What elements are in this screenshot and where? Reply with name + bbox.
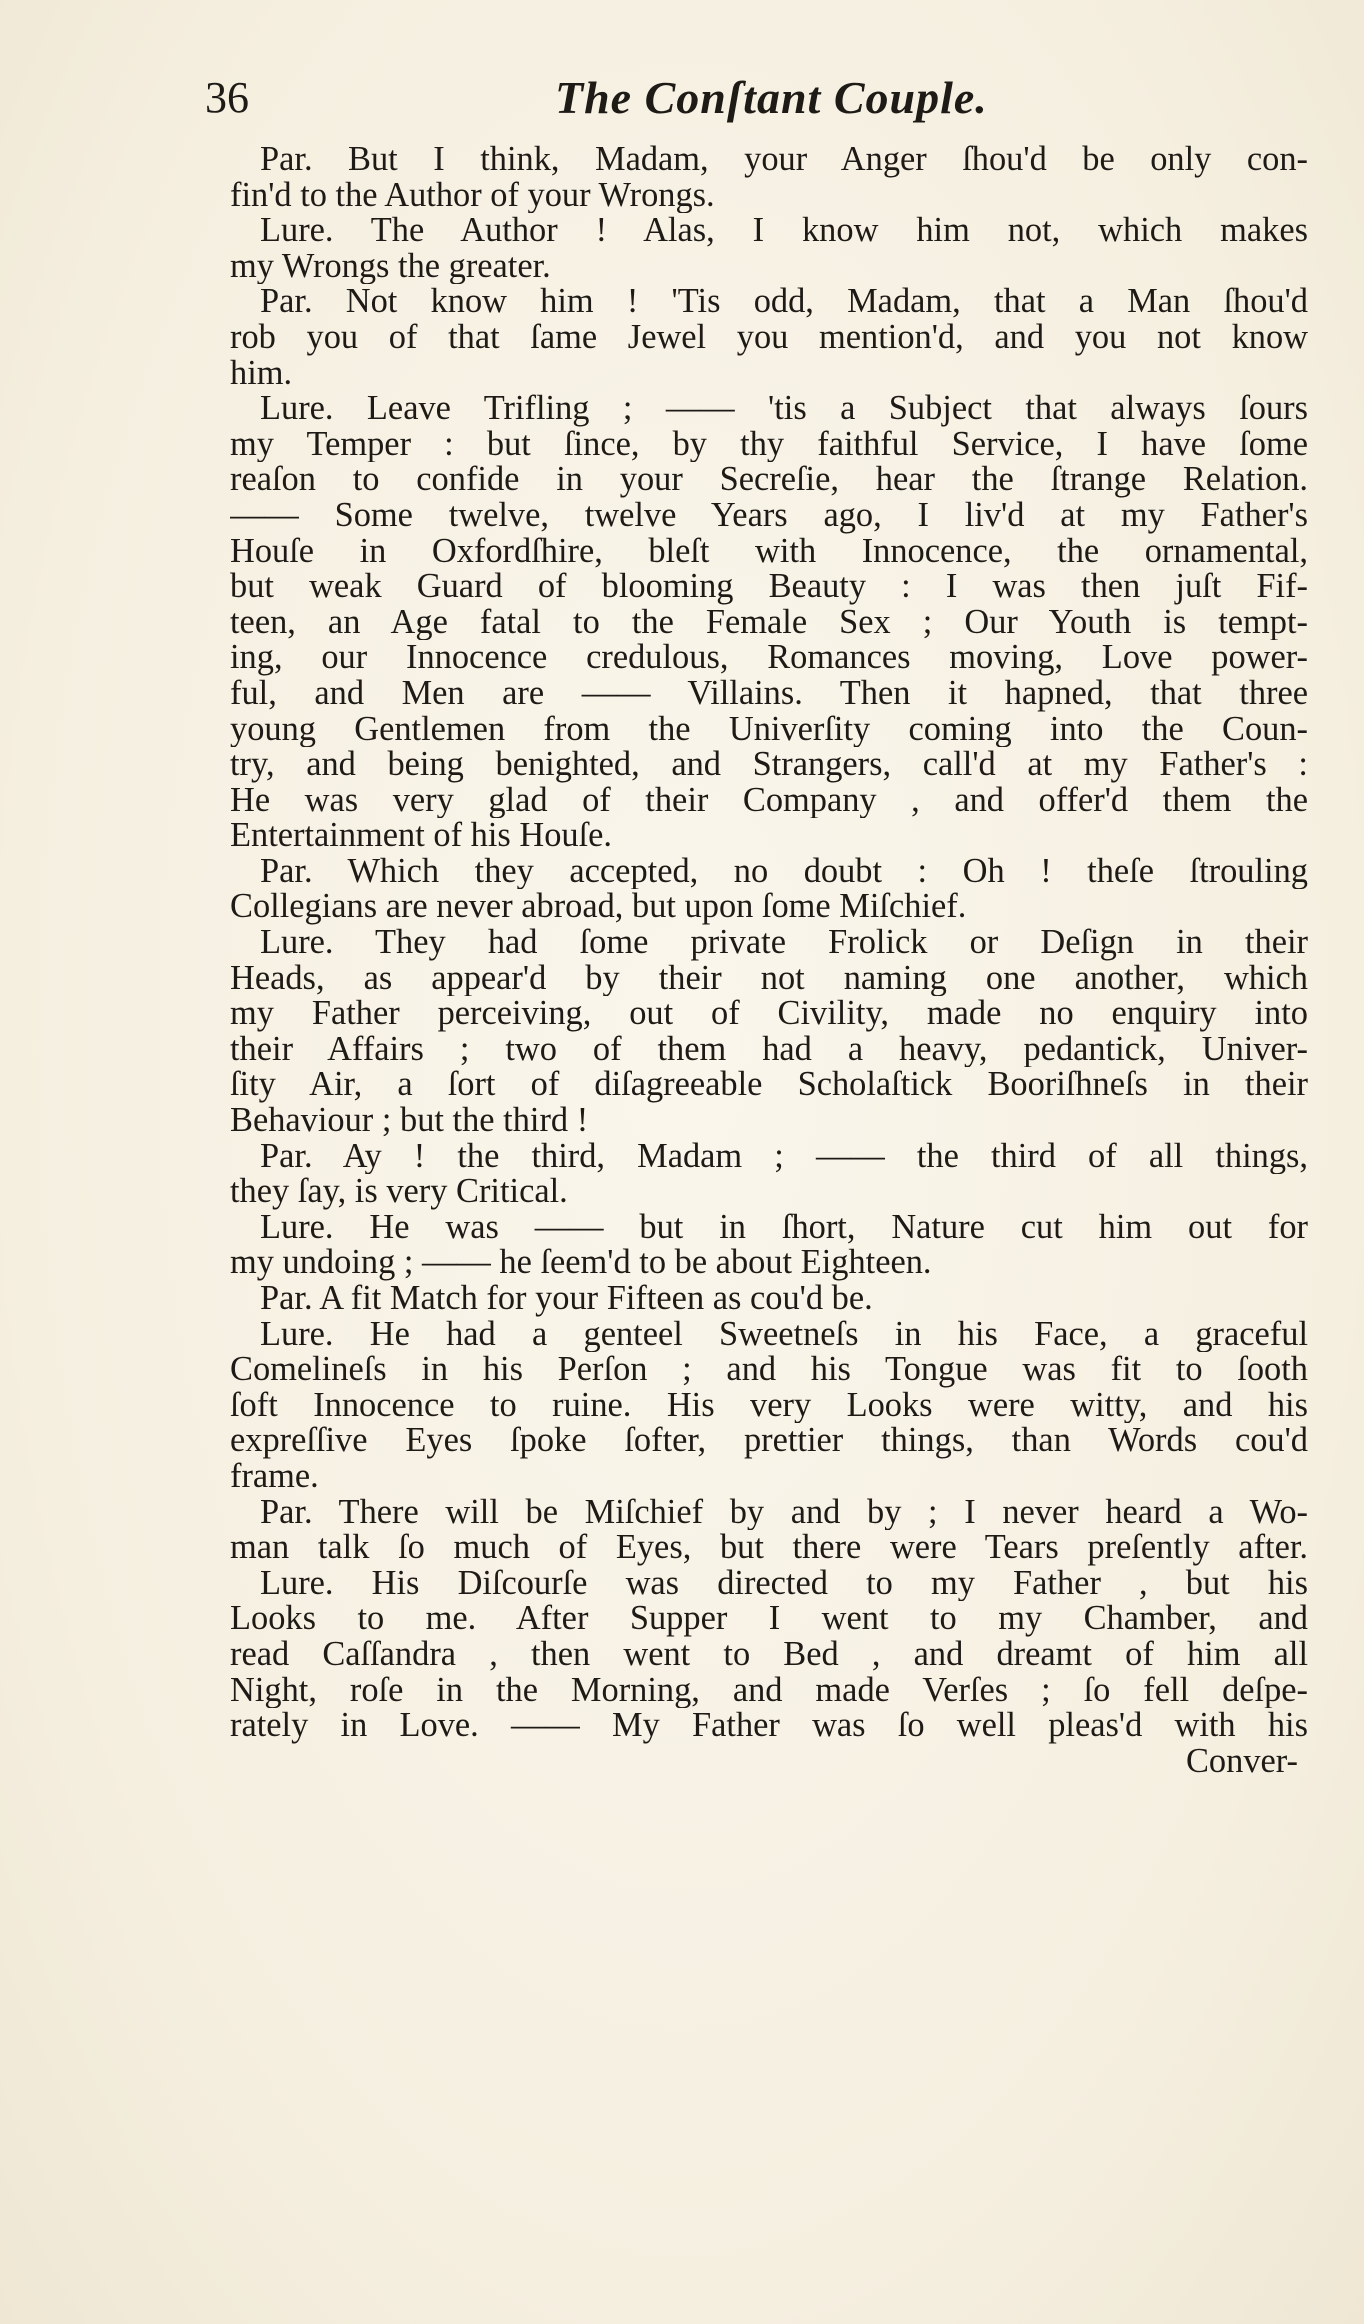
text-line: Par. There will be Miſchief by and by ; I never heard a Wo-: [260, 1494, 1308, 1531]
text-line: they ſay, is very Critical.: [230, 1174, 568, 1210]
text-line: ſoft Innocence to ruine. His very Looks were witty, and his: [230, 1387, 1308, 1424]
text-line: fin'd to the Author of your Wrongs.: [230, 177, 715, 214]
text-line: young Gentlemen from the Univerſity coming into the Coun-: [230, 711, 1308, 748]
text-line: Lure. His Diſcourſe was directed to my Father , but his: [260, 1565, 1308, 1602]
text-line: ful, and Men are —— Villains. Then it hapned, that three: [230, 675, 1308, 712]
page-header: [205, 68, 1245, 138]
text-line: but weak Guard of blooming Beauty : I was then juſt Fif-: [230, 569, 1308, 605]
text-line: Par. Ay ! the third, Madam ; —— the third of all things,: [260, 1138, 1308, 1175]
text-line: rob you of that ſame Jewel you mention'd, and you not know: [230, 319, 1308, 356]
text-line: Collegians are never abroad, but upon ſome Miſchief.: [230, 889, 967, 926]
text-line: ing, our Innocence credulous, Romances moving, Love power-: [230, 640, 1308, 676]
text-line: Par. A fit Match for your Fifteen as cou'd be.: [260, 1281, 873, 1317]
text-line: Par. But I think, Madam, your Anger ſhou'd be only con-: [260, 142, 1308, 178]
text-line: my undoing ; —— he ſeem'd to be about Eighteen.: [230, 1245, 932, 1281]
text-line: him.: [230, 355, 293, 392]
body-text: [230, 142, 1308, 1779]
text-line: my Father perceiving, out of Civility, made no enquiry into: [230, 996, 1308, 1032]
text-line: Night, roſe in the Morning, and made Verſes ; ſo fell deſpe-: [230, 1672, 1308, 1709]
text-line: read Caſſandra , then went to Bed , and dreamt of him all: [230, 1636, 1308, 1673]
text-line: ſity Air, a ſort of diſagreeable Scholaſtick Booriſhneſs in their: [230, 1067, 1308, 1104]
text-line: Lure. They had ſome private Frolick or Deſign in their: [260, 925, 1308, 961]
catchword: Conver-: [1185, 1743, 1298, 1780]
text-line: Lure. He had a genteel Sweetneſs in his Face, a graceful: [260, 1316, 1308, 1353]
page-number: 36: [205, 73, 249, 122]
text-line: my Temper : but ſince, by thy faithful Service, I have ſome: [230, 426, 1308, 463]
text-line: their Affairs ; two of them had a heavy, pedantick, Univer-: [230, 1031, 1308, 1068]
text-line: reaſon to confide in your Secreſie, hear the ſtrange Relation.: [230, 462, 1308, 498]
text-line: rately in Love. —— My Father was ſo well pleas'd with his: [230, 1708, 1308, 1744]
text-line: Par. Not know him ! 'Tis odd, Madam, that a Man ſhou'd: [260, 284, 1308, 320]
text-line: Houſe in Oxfordſhire, bleſt with Innocence, the ornamental,: [230, 533, 1308, 570]
text-line: Lure. The Author ! Alas, I know him not, which makes: [260, 213, 1308, 249]
running-head: The Conſtant Couple.: [555, 72, 988, 123]
text-line: my Wrongs the greater.: [230, 248, 551, 285]
text-line: Comelineſs in his Perſon ; and his Tongue was fit to ſooth: [230, 1352, 1308, 1388]
text-line: teen, an Age fatal to the Female Sex ; Our Youth is tempt-: [230, 604, 1308, 641]
text-line: Lure. He was —— but in ſhort, Nature cut him out for: [260, 1209, 1308, 1246]
text-line: —— Some twelve, twelve Years ago, I liv'd at my Father's: [230, 497, 1308, 534]
text-line: Par. Which they accepted, no doubt : Oh ! theſe ſtrouling: [260, 853, 1308, 890]
text-line: He was very glad of their Company , and offer'd them the: [230, 782, 1308, 819]
text-line: Behaviour ; but the third !: [230, 1103, 589, 1139]
text-line: Looks to me. After Supper I went to my Chamber, and: [230, 1601, 1308, 1637]
text-line: man talk ſo much of Eyes, but there were Tears preſently after.: [230, 1530, 1308, 1566]
text-line: frame.: [230, 1458, 319, 1495]
text-line: expreſſive Eyes ſpoke ſofter, prettier things, than Words cou'd: [230, 1423, 1308, 1459]
text-line: Lure. Leave Trifling ; —— 'tis a Subject that always ſours: [260, 391, 1308, 427]
text-line: Heads, as appear'd by their not naming one another, which: [230, 960, 1308, 997]
text-line: Entertainment of his Houſe.: [230, 818, 613, 854]
text-line: try, and being benighted, and Strangers, call'd at my Father's :: [230, 747, 1308, 783]
